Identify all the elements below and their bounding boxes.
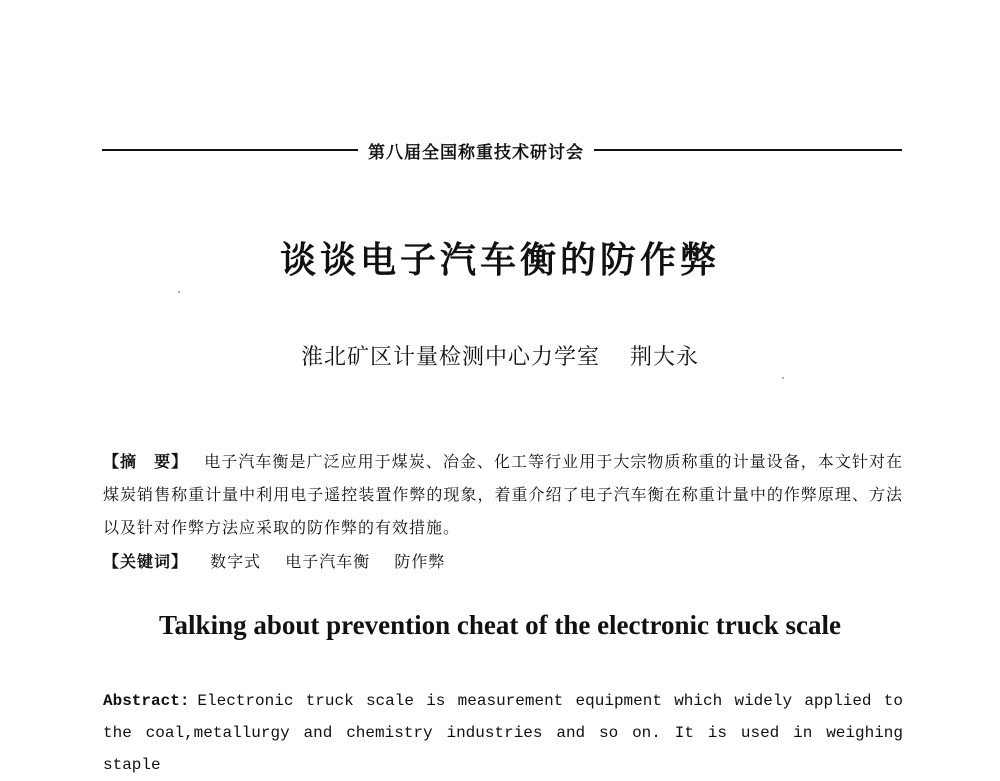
chinese-title: 谈谈电子汽车衡的防作弊 bbox=[279, 239, 720, 281]
english-title: Talking about prevention cheat of the electronic truck scale bbox=[159, 610, 841, 640]
conference-name: 第八届全国称重技术研讨会 bbox=[368, 142, 584, 163]
scan-speck bbox=[178, 291, 180, 293]
scan-speck bbox=[782, 377, 784, 379]
chinese-keywords-tag: 【关键词】 bbox=[103, 552, 189, 571]
header-rule-left bbox=[102, 149, 358, 151]
keyword-item: 数字式 bbox=[210, 552, 262, 571]
conference-header bbox=[102, 138, 902, 162]
english-abstract-tag: Abstract: bbox=[103, 692, 190, 710]
author-organization: 淮北矿区计量检测中心力学室 bbox=[300, 345, 600, 370]
english-abstract-text: Electronic truck scale is measurement equipment which widely applied to the coal,metallurgy and chemistry industries and so on. It is used in weighing staple bbox=[103, 692, 903, 774]
author-name: 荆大永 bbox=[630, 345, 700, 370]
chinese-keywords bbox=[103, 545, 903, 578]
keyword-item: 防作弊 bbox=[394, 552, 446, 571]
chinese-abstract bbox=[103, 445, 903, 544]
keyword-item: 电子汽车衡 bbox=[285, 552, 371, 571]
chinese-abstract-tag: 【摘 要】 bbox=[103, 452, 189, 471]
chinese-abstract-text: 电子汽车衡是广泛应用于煤炭、冶金、化工等行业用于大宗物质称重的计量设备，本文针对在煤炭销售称重计量中利用电子遥控装置作弊的现象，着重介绍了电子汽车衡在称重计量中的作弊原理、方法以及针对作弊方法应采取的防作弊的有效措施。 bbox=[103, 452, 903, 537]
author-line bbox=[0, 340, 1000, 371]
header-rule-right bbox=[594, 149, 902, 151]
english-abstract bbox=[103, 685, 903, 781]
